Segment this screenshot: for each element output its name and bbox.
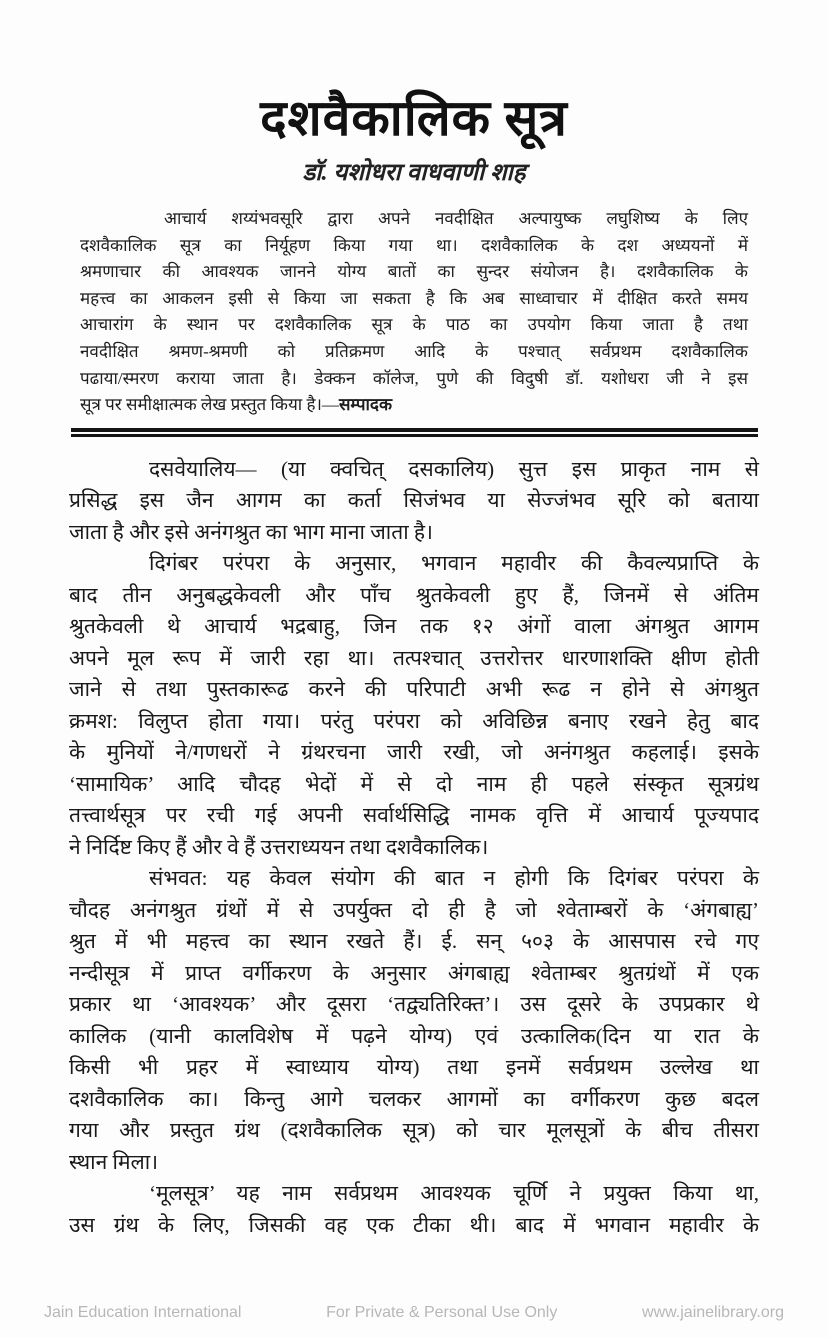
body-text-line: प्रकार था ‘आवश्यक’ और दूसरा ‘तद्व्यतिरिक्त’। उस दूसरे के उपप्रकार थे: [69, 992, 759, 1017]
body-text-line: गया और प्रस्तुत ग्रंथ (दशवैकालिक सूत्र) को चार मूलसूत्रों के बीच तीसरा: [69, 1118, 759, 1143]
footer-website: www.jainelibrary.org: [642, 1304, 784, 1321]
body-text-line: नन्दीसूत्र में प्राप्त वर्गीकरण के अनुसार अंगबाह्य श्वेताम्बर श्रुतग्रंथों में एक: [69, 960, 759, 985]
author-name: डॉ. यशोधरा वाधवाणी शाह: [302, 160, 526, 186]
section-divider: [71, 428, 758, 437]
body-text-line: दशवैकालिक का। किन्तु आगे चलकर आगमों का वर्गीकरण कुछ बदल: [69, 1086, 759, 1111]
editor-note-line: [80, 392, 748, 419]
body-text-line: तत्त्वार्थसूत्र पर रची गई अपनी सर्वार्थसिद्धि नामक वृत्ति में आचार्य पूज्यपाद: [69, 803, 759, 828]
editor-note-line: श्रमणाचार की आवश्यक जानने योग्य बातों का सुन्दर संयोजन है। दशवैकालिक के: [80, 262, 748, 282]
body-text-line: किसी भी प्रहर में स्वाध्याय योग्य) तथा इनमें सर्वप्रथम उल्लेख था: [69, 1055, 759, 1080]
editor-note: [80, 206, 748, 419]
body-text-line: कालिक (यानी कालविशेष में पढ़ने योग्य) एवं उत्कालिक(दिन या रात के: [69, 1023, 759, 1048]
footer-usage-note: For Private & Personal Use Only: [326, 1304, 558, 1321]
body-text-line: ‘सामायिक’ आदि चौदह भेदों में से दो नाम ही पहले संस्कृत सूत्रग्रंथ: [69, 771, 759, 796]
body-text-line: श्रुत में भी महत्त्व का स्थान रखते हैं। ई. सन् ५०३ के आसपास रचे गए: [69, 929, 759, 954]
body-text-line: दसवेयालिय— (या क्वचित् दसकालिय) सुत्त इस प्राकृत नाम से: [149, 456, 759, 481]
editor-signature: सम्पादक: [338, 395, 392, 415]
body-text-line: बाद तीन अनुबद्धकेवली और पाँच श्रुतकेवली हुए हैं, जिनमें से अंतिम: [69, 582, 759, 607]
body-text-line: दिगंबर परंपरा के अनुसार, भगवान महावीर की कैवल्यप्राप्ति के: [149, 551, 759, 576]
body-text-line: जाने से तथा पुस्तकारूढ करने की परिपाटी अभी रूढ न होने से अंगश्रुत: [69, 677, 759, 702]
editor-note-line: नवदीक्षित श्रमण-श्रमणी को प्रतिक्रमण आदि के पश्चात् सर्वप्रथम दशवैकालिक: [80, 341, 748, 361]
editor-note-line: आचार्य शय्यंभवसूरि द्वारा अपने नवदीक्षित अल्पायुष्क लघुशिष्य के लिए: [164, 209, 748, 228]
article-body: [69, 454, 759, 1242]
body-text-line: ‘मूलसूत्र’ यह नाम सर्वप्रथम आवश्यक चूर्णि ने प्रयुक्त किया था,: [149, 1181, 759, 1206]
page-title: दशवैकालिक सूत्र: [260, 90, 568, 146]
body-text-line: उस ग्रंथ के लिए, जिसकी वह एक टीका थी। बाद में भगवान महावीर के: [69, 1212, 759, 1237]
page-footer: [0, 1304, 828, 1322]
body-text-line: जाता है और इसे अनंगश्रुत का भाग माना जाता है।: [69, 519, 433, 544]
editor-note-line: महत्त्व का आकलन इसी से किया जा सकता है कि अब साध्वाचार में दीक्षित करते समय: [80, 288, 748, 308]
editor-note-closing-text: सूत्र पर समीक्षात्मक लेख प्रस्तुत किया है।—: [80, 395, 339, 415]
body-text-line: अपने मूल रूप में जारी रहा था। तत्पश्चात् उत्तरोत्तर धारणाशक्ति क्षीण होती: [69, 645, 759, 670]
editor-note-line: पढाया/स्मरण कराया जाता है। डेक्कन कॉलेज, पुणे की विदुषी डॉ. यशोधरा जी ने इस: [80, 368, 748, 388]
body-text-line: चौदह अनंगश्रुत ग्रंथों में से उपर्युक्त दो ही है जो श्वेताम्बरों के ‘अंगबाह्य’: [69, 897, 759, 922]
body-text-line: संभवत: यह केवल संयोग की बात न होगी कि दिगंबर परंपरा के: [149, 866, 759, 891]
body-text-line: के मुनियों ने/गणधरों ने ग्रंथरचना जारी रखी, जो अनंगश्रुत कहलाई। इसके: [69, 740, 759, 765]
footer-publisher: Jain Education International: [44, 1304, 242, 1321]
body-text-line: क्रमश: विलुप्त होता गया। परंतु परंपरा को अविछिन्न बनाए रखने हेतु बाद: [69, 708, 759, 733]
body-text-line: प्रसिद्ध इस जैन आगम का कर्ता सिजंभव या सेज्जंभव सूरि को बताया: [69, 488, 759, 513]
body-text-line: स्थान मिला।: [69, 1149, 159, 1174]
body-text-line: श्रुतकेवली थे आचार्य भद्रबाहु, जिन तक १२ अंगों वाला अंगश्रुत आगम: [69, 614, 759, 639]
editor-note-line: आचारांग के स्थान पर दशवैकालिक सूत्र के पाठ का उपयोग किया जाता है तथा: [80, 315, 748, 335]
editor-note-line: दशवैकालिक सूत्र का निर्यूहण किया गया था। दशवैकालिक के दश अध्ययनों में: [80, 235, 748, 255]
body-text-line: ने निर्दिष्ट किए हैं और वे हैं उत्तराध्ययन तथा दशवैकालिक।: [69, 834, 489, 859]
